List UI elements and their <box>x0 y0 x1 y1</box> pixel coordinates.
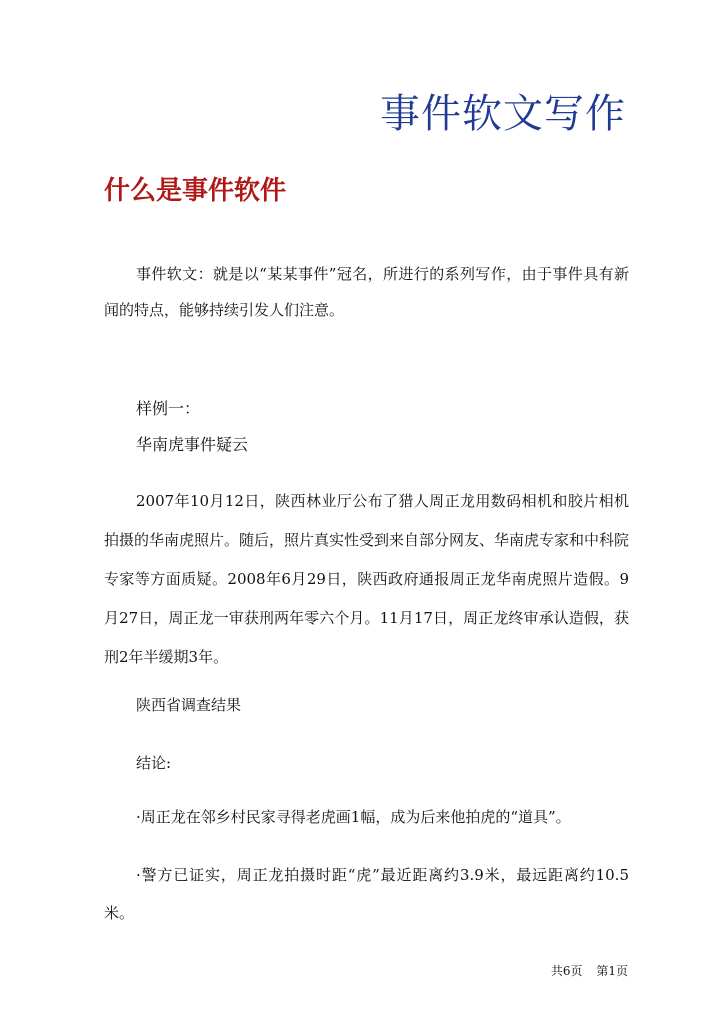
section-heading: 什么是事件软件 <box>104 176 287 206</box>
page-footer <box>551 962 628 979</box>
page-current: 第1页 <box>596 964 628 978</box>
document-title: 事件软文写作 <box>380 91 626 137</box>
conclusion-label: 结论: <box>136 754 172 772</box>
sample-label: 样例一： <box>136 399 201 418</box>
conclusion-bullet-1: ·周正龙在邻乡村民家寻得老虎画1幅，成为后来他拍虎的“道具”。 <box>136 808 571 826</box>
case-title: 华南虎事件疑云 <box>136 435 249 454</box>
intro-paragraph: 事件软文：就是以“某某事件”冠名，所进行的系列写作，由于事件具有新闻的特点，能够持续引发人们注意。 <box>104 265 629 319</box>
page-total: 共6页 <box>550 964 583 978</box>
result-label: 陕西省调查结果 <box>136 696 242 714</box>
conclusion-bullet-2: ·警方已证实，周正龙拍摄时距“虎”最近距离约3.9米，最远距离约10.5米。 <box>104 866 629 922</box>
case-paragraph: 2007年10月12日，陕西林业厅公布了猎人周正龙用数码相机和胶片相机拍摄的华南虎照片。随后，照片真实性受到来自部分网友、华南虎专家和中科院专家等方面质疑。2008年6月29日，陕西政府通报周正龙华南虎照片造假。9月27日，周正龙一审获刑两年零六个月。11月17日，周正龙终审承认造假，获刑2年半缓期3年。 <box>104 492 630 666</box>
